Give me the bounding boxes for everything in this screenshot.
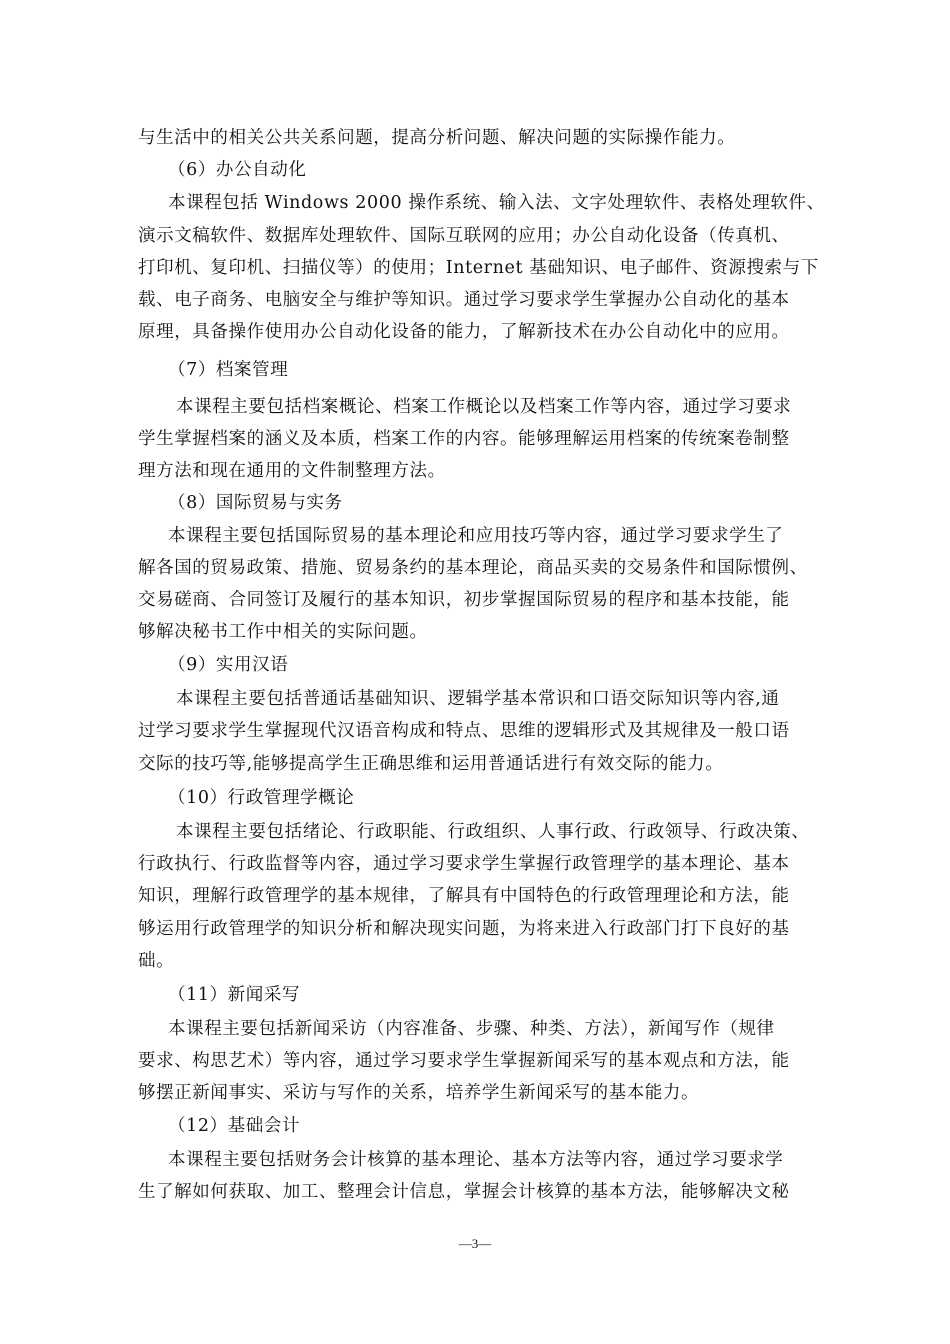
paragraph-line: 学生掌握档案的涵义及本质，档案工作的内容。能够理解运用档案的传统案卷制整: [138, 429, 790, 449]
paragraph-line: 础。: [138, 951, 175, 971]
paragraph-line: 本课程主要包括新闻采访（内容准备、步骤、种类、方法），新闻写作（规律: [168, 1019, 775, 1039]
paragraph-line: 理方法和现在通用的文件制整理方法。: [138, 461, 446, 481]
section-heading-international-trade: （8）国际贸易与实务: [168, 493, 343, 513]
paragraph-line: 交际的技巧等,能够提高学生正确思维和运用普通话进行有效交际的能力。: [138, 754, 724, 774]
paragraph-line: 本课程主要包括财务会计核算的基本理论、基本方法等内容，通过学习要求学: [168, 1150, 784, 1170]
section-heading-basic-accounting: （12）基础会计: [168, 1116, 301, 1136]
paragraph-line: 本课程包括 Windows 2000 操作系统、输入法、文字处理软件、表格处理软件、: [168, 193, 825, 213]
paragraph-line: 解各国的贸易政策、措施、贸易条约的基本理论，商品买卖的交易条件和国际惯例、: [138, 558, 808, 578]
paragraph-line: 够运用行政管理学的知识分析和解决现实问题，为将来进入行政部门打下良好的基: [138, 919, 790, 939]
paragraph-line: 打印机、复印机、扫描仪等）的使用；Internet 基础知识、电子邮件、资源搜索与下: [138, 258, 819, 278]
section-heading-administrative-management: （10）行政管理学概论: [168, 788, 355, 808]
paragraph-line: 够摆正新闻事实、采访与写作的关系，培养学生新闻采写的基本能力。: [138, 1083, 700, 1103]
paragraph-line: 原理，具备操作使用办公自动化设备的能力，了解新技术在办公自动化中的应用。: [138, 322, 790, 342]
paragraph-line: 载、电子商务、电脑安全与维护等知识。通过学习要求学生掌握办公自动化的基本: [138, 290, 790, 310]
section-heading-archive-management: （7）档案管理: [168, 360, 289, 380]
paragraph-line: 本课程主要包括绪论、行政职能、行政组织、人事行政、行政领导、行政决策、: [176, 822, 810, 842]
paragraph-line: 本课程主要包括国际贸易的基本理论和应用技巧等内容，通过学习要求学生了: [168, 526, 784, 546]
paragraph-line: 过学习要求学生掌握现代汉语音构成和特点、思维的逻辑形式及其规律及一般口语: [138, 721, 790, 741]
paragraph-line: 行政执行、行政监督等内容，通过学习要求学生掌握行政管理学的基本理论、基本: [138, 854, 790, 874]
section-heading-news-writing: （11）新闻采写: [168, 985, 301, 1005]
paragraph-line: 要求、构思艺术）等内容，通过学习要求学生掌握新闻采写的基本观点和方法，能: [138, 1051, 790, 1071]
page-number: —3—: [458, 1236, 492, 1251]
paragraph-line: 本课程主要包括档案概论、档案工作概论以及档案工作等内容，通过学习要求: [176, 397, 792, 417]
paragraph-line: 本课程主要包括普通话基础知识、逻辑学基本常识和口语交际知识等内容,通: [176, 689, 780, 709]
paragraph-line: 知识，理解行政管理学的基本规律，了解具有中国特色的行政管理理论和方法，能: [138, 886, 790, 906]
paragraph-line: 交易磋商、合同签订及履行的基本知识，初步掌握国际贸易的程序和基本技能，能: [138, 590, 790, 610]
paragraph-line: 演示文稿软件、数据库处理软件、国际互联网的应用；办公自动化设备（传真机、: [138, 226, 790, 246]
paragraph-line: 生了解如何获取、加工、整理会计信息，掌握会计核算的基本方法，能够解决文秘: [138, 1182, 790, 1202]
paragraph-line: 够解决秘书工作中相关的实际问题。: [138, 622, 428, 642]
section-heading-practical-chinese: （9）实用汉语: [168, 655, 289, 675]
paragraph-line: 与生活中的相关公共关系问题，提高分析问题、解决问题的实际操作能力。: [138, 128, 736, 148]
section-heading-office-automation: （6）办公自动化: [168, 160, 307, 180]
